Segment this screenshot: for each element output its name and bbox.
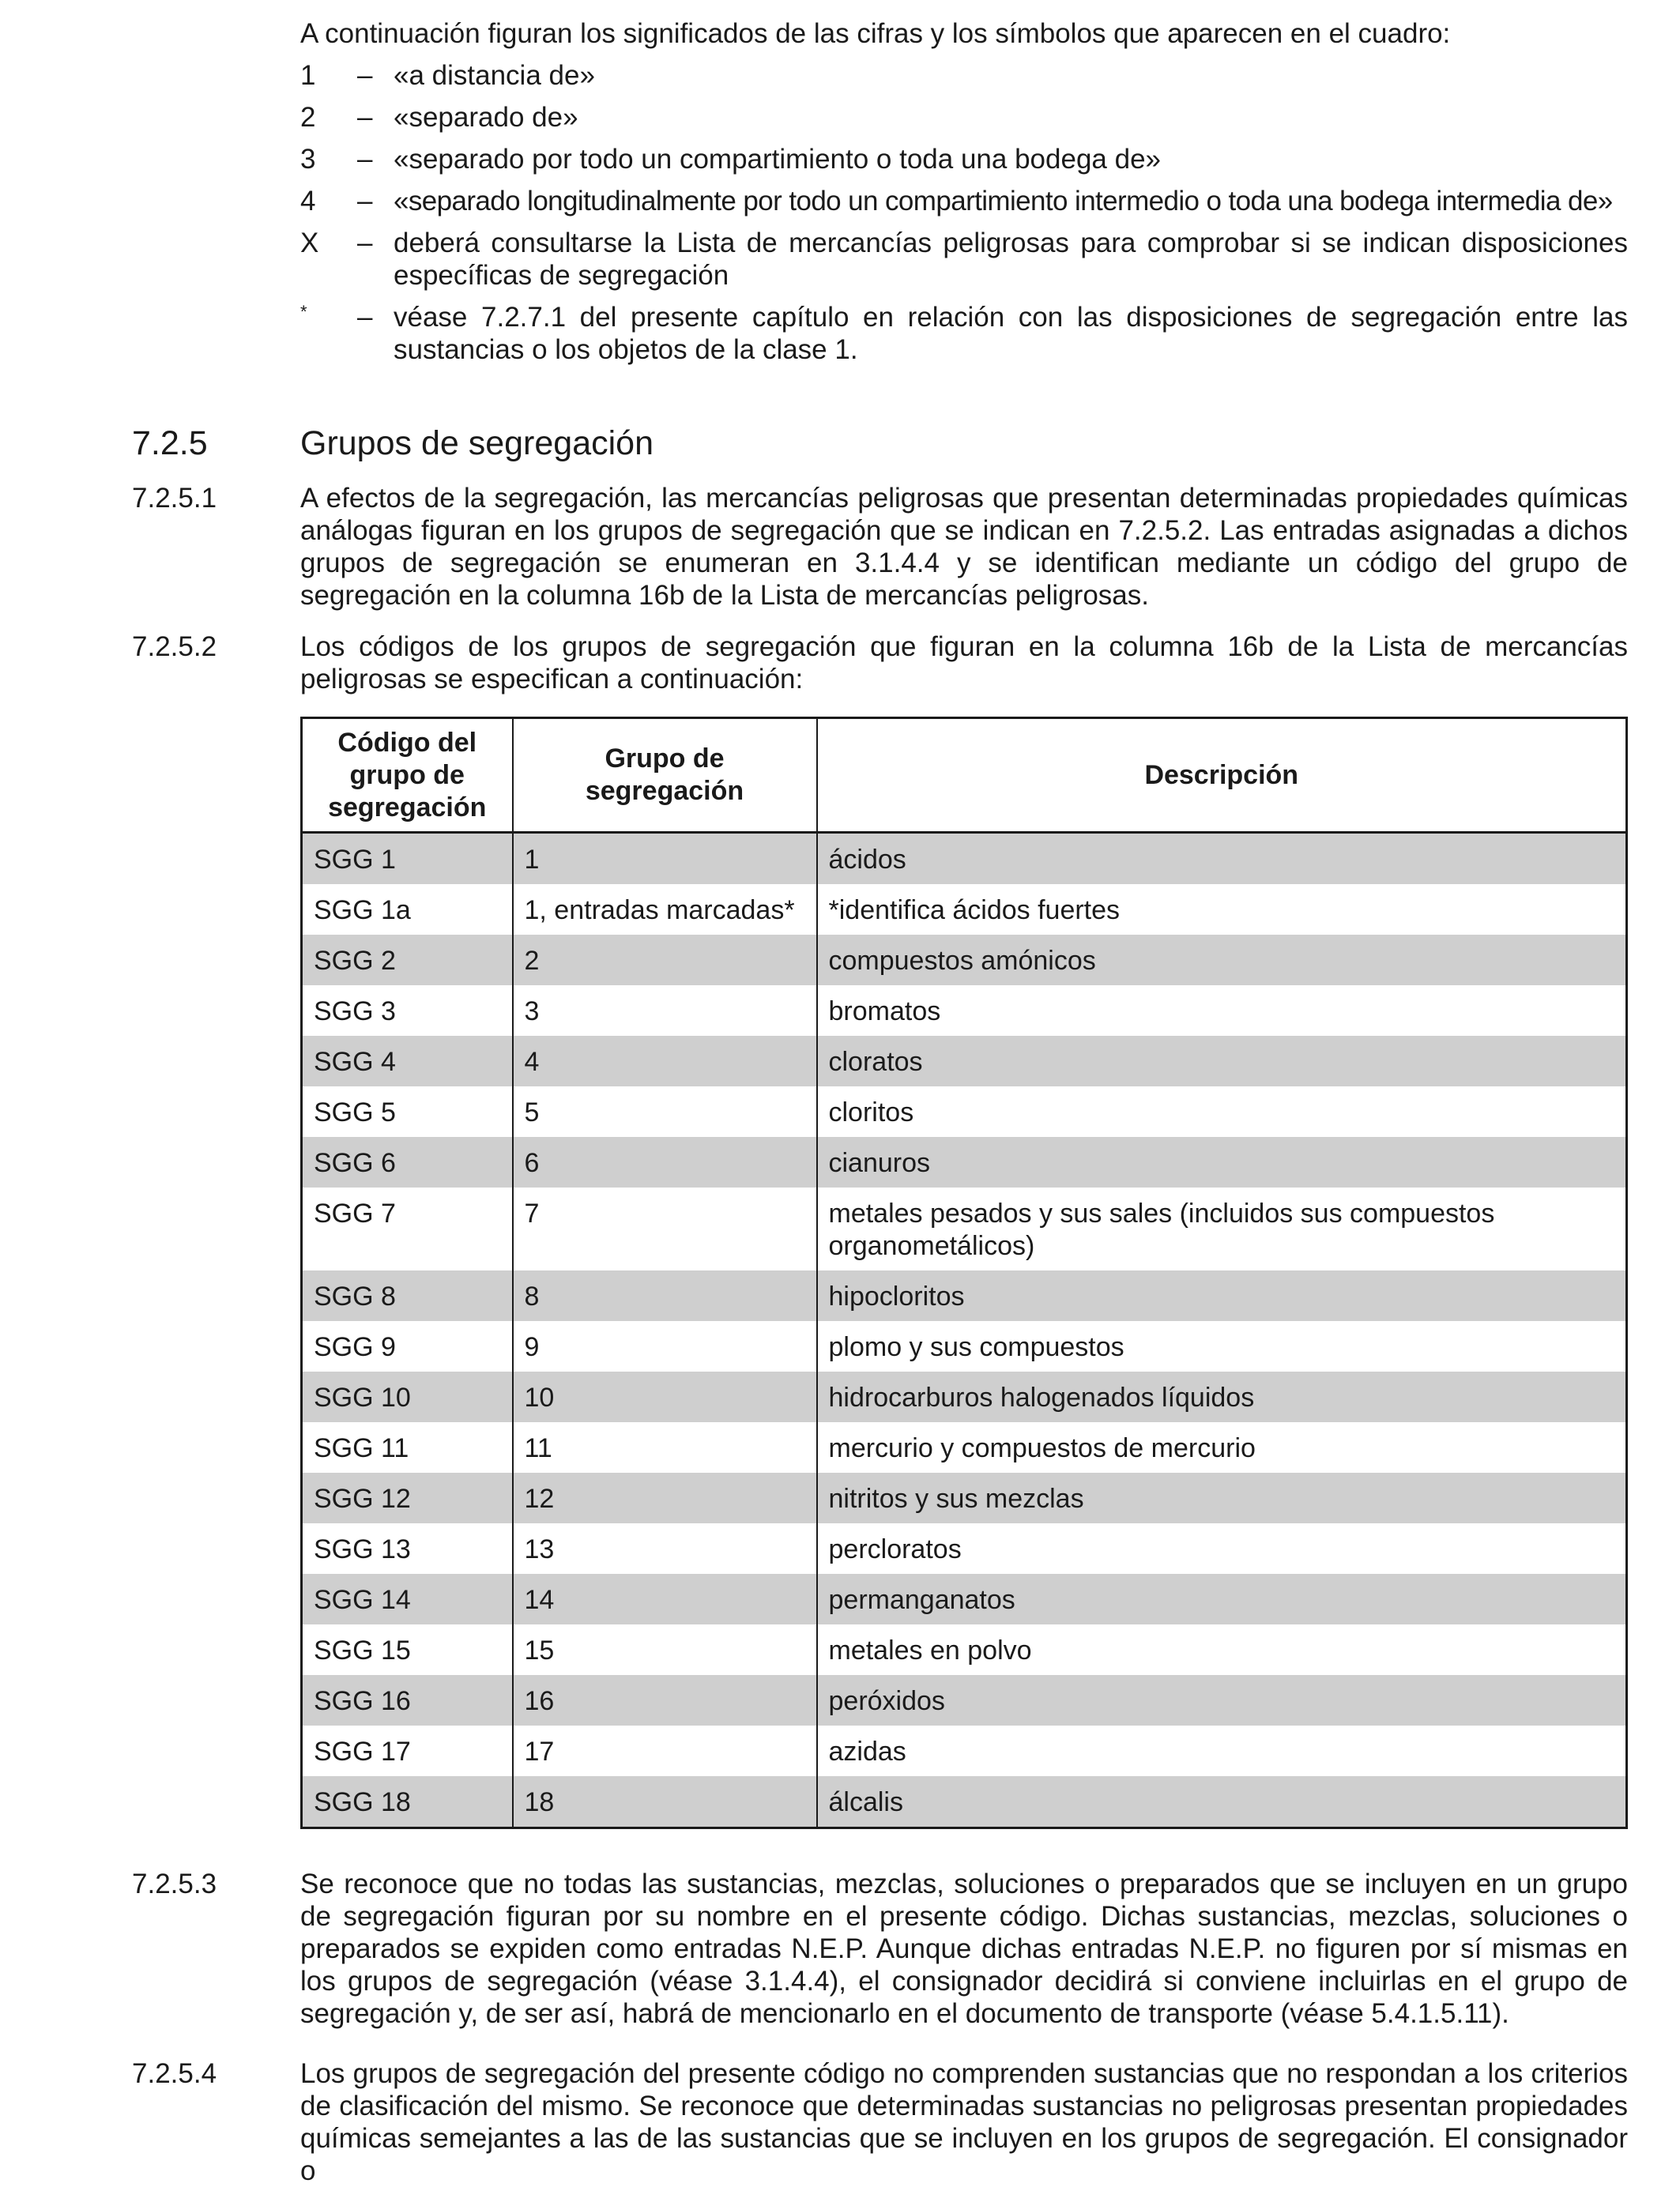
table-row [302,935,1627,985]
cell-group: 10 [513,1372,817,1422]
cell-group: 6 [513,1137,817,1188]
cell-code: SGG 10 [302,1372,513,1422]
paragraph-number: 7.2.5.1 [132,483,217,514]
legend-dash: – [357,186,373,216]
table-row [302,1321,1627,1372]
table-row [302,985,1627,1036]
table-row [302,1523,1627,1574]
cell-description: nitritos y sus mezclas [817,1473,1627,1523]
cell-description: permanganatos [817,1574,1627,1624]
cell-code: SGG 13 [302,1523,513,1574]
legend-symbol: 4 [300,186,316,216]
legend-dash: – [357,60,373,91]
cell-group: 15 [513,1624,817,1675]
cell-description: cianuros [817,1137,1627,1188]
table-row [302,884,1627,935]
cell-code: SGG 16 [302,1675,513,1726]
cell-code: SGG 7 [302,1188,513,1270]
table-row [302,1776,1627,1828]
table-row [302,1473,1627,1523]
cell-group: 3 [513,985,817,1036]
cell-description: bromatos [817,985,1627,1036]
cell-group: 11 [513,1422,817,1473]
cell-description: *identifica ácidos fuertes [817,884,1627,935]
cell-description: peróxidos [817,1675,1627,1726]
table-row [302,1624,1627,1675]
paragraph-text: A efectos de la segregación, las mercancías peligrosas que presentan determinadas propiedades químicas análogas figuran en los grupos de segregación que se indican en 7.2.5.2. Las entradas asignadas a dichos grupos de segregación se enumeran en 3.1.4.4 y se identifican mediante un código del grupo de segregación en la columna 16b de la Lista de mercancías peligrosas. [300,483,1628,611]
table-row [302,1422,1627,1473]
cell-group: 1, entradas marcadas* [513,884,817,935]
cell-code: SGG 12 [302,1473,513,1523]
table-row [302,1086,1627,1137]
legend-item [300,301,1628,366]
legend-dash: – [357,102,373,133]
legend-dash: – [357,228,373,258]
legend-dash: – [357,144,373,175]
legend-text: «separado por todo un compartimiento o toda una bodega de» [394,144,1161,175]
table-row [302,1675,1627,1726]
column-header-group: Grupo de segregación [513,718,817,833]
legend-symbol: * [300,302,307,322]
legend-item [300,227,1628,292]
table-row [302,1270,1627,1321]
cell-code: SGG 18 [302,1776,513,1828]
cell-description: hipocloritos [817,1270,1627,1321]
cell-group: 13 [513,1523,817,1574]
legend-item [300,143,1628,175]
legend-text: «a distancia de» [394,60,595,91]
cell-group: 14 [513,1574,817,1624]
intro-text: A continuación figuran los significados de las cifras y los símbolos que aparecen en el cuadro: [300,18,1451,49]
legend-text: véase 7.2.7.1 del presente capítulo en relación con las disposiciones de segregación entre las sustancias o los objetos de la clase 1. [394,302,1628,365]
cell-group: 9 [513,1321,817,1372]
legend-list [300,59,1628,375]
legend-text: «separado de» [394,102,578,133]
cell-group: 7 [513,1188,817,1270]
table-row [302,1137,1627,1188]
table-row [302,1372,1627,1422]
cell-code: SGG 1a [302,884,513,935]
paragraph-number: 7.2.5.2 [132,631,217,662]
legend-symbol: 3 [300,144,316,175]
cell-group: 8 [513,1270,817,1321]
cell-description: ácidos [817,833,1627,885]
table-body [302,833,1627,1828]
cell-group: 4 [513,1036,817,1086]
table-header-row [302,718,1627,833]
paragraph-7-2-5-3 [132,1868,1628,2030]
legend-symbol: 1 [300,60,316,91]
cell-description: hidrocarburos halogenados líquidos [817,1372,1627,1422]
paragraph-number: 7.2.5.3 [132,1869,217,1899]
cell-code: SGG 11 [302,1422,513,1473]
cell-group: 5 [513,1086,817,1137]
cell-description: cloratos [817,1036,1627,1086]
cell-description: azidas [817,1726,1627,1776]
cell-description: plomo y sus compuestos [817,1321,1627,1372]
cell-description: compuestos amónicos [817,935,1627,985]
cell-code: SGG 8 [302,1270,513,1321]
table-row [302,833,1627,885]
cell-group: 18 [513,1776,817,1828]
paragraph-7-2-5-1 [132,482,1628,612]
cell-code: SGG 14 [302,1574,513,1624]
table-row [302,1574,1627,1624]
paragraph-text: Se reconoce que no todas las sustancias, mezclas, soluciones o preparados que se incluyen en un grupo de segregación figuran por su nombre en el presente código. Dichas sustancias, mezclas, soluciones o preparados se expiden como entradas N.E.P. Aunque dichas entradas N.E.P. no figuren por sí mismas en los grupos de segregación (véase 3.1.4.4), el consignador decidirá si conviene incluirlas en el grupo de segregación y, de ser así, habrá de mencionarlo en el documento de transporte (véase 5.4.1.5.11). [300,1869,1628,2029]
cell-code: SGG 6 [302,1137,513,1188]
section-heading [132,423,654,463]
cell-description: cloritos [817,1086,1627,1137]
section-number: 7.2.5 [132,424,208,462]
legend-item [300,101,1628,134]
paragraph-7-2-5-2 [132,631,1628,695]
cell-code: SGG 17 [302,1726,513,1776]
legend-text: «separado longitudinalmente por todo un compartimiento intermedio o toda una bodega intermedia de» [394,186,1613,216]
cell-code: SGG 4 [302,1036,513,1086]
paragraph-text: Los grupos de segregación del presente código no comprenden sustancias que no respondan a los criterios de clasificación del mismo. Se reconoce que determinadas sustancias no peligrosas presentan propiedades químicas semejantes a las de las sustancias que se incluyen en los grupos de segregación. El consignador o [300,2058,1628,2186]
table-row [302,1726,1627,1776]
legend-symbol: X [300,228,319,258]
cell-code: SGG 2 [302,935,513,985]
cell-group: 16 [513,1675,817,1726]
cell-description: mercurio y compuestos de mercurio [817,1422,1627,1473]
cell-code: SGG 5 [302,1086,513,1137]
legend-dash: – [357,302,373,333]
table-row [302,1036,1627,1086]
cell-code: SGG 1 [302,833,513,885]
column-header-description: Descripción [817,718,1627,833]
cell-description: metales en polvo [817,1624,1627,1675]
cell-description: álcalis [817,1776,1627,1828]
paragraph-7-2-5-4 [132,2057,1628,2187]
cell-group: 12 [513,1473,817,1523]
paragraph-text: Los códigos de los grupos de segregación que figuran en la columna 16b de la Lista de mercancías peligrosas se especifican a continuación: [300,631,1628,694]
cell-group: 2 [513,935,817,985]
cell-group: 1 [513,833,817,885]
legend-symbol: 2 [300,102,316,133]
cell-code: SGG 9 [302,1321,513,1372]
legend-item [300,185,1628,217]
column-header-code: Código del grupo de segregación [302,718,513,833]
cell-code: SGG 3 [302,985,513,1036]
cell-description: percloratos [817,1523,1627,1574]
cell-description: metales pesados y sus sales (incluidos sus compuestos organometálicos) [817,1188,1627,1270]
cell-code: SGG 15 [302,1624,513,1675]
cell-group: 17 [513,1726,817,1776]
legend-text: deberá consultarse la Lista de mercancías peligrosas para comprobar si se indican disposiciones específicas de segregación [394,228,1628,291]
paragraph-number: 7.2.5.4 [132,2058,217,2089]
segregation-groups-table [300,717,1628,1829]
section-title: Grupos de segregación [300,424,654,462]
legend-item [300,59,1628,92]
table-row [302,1188,1627,1270]
